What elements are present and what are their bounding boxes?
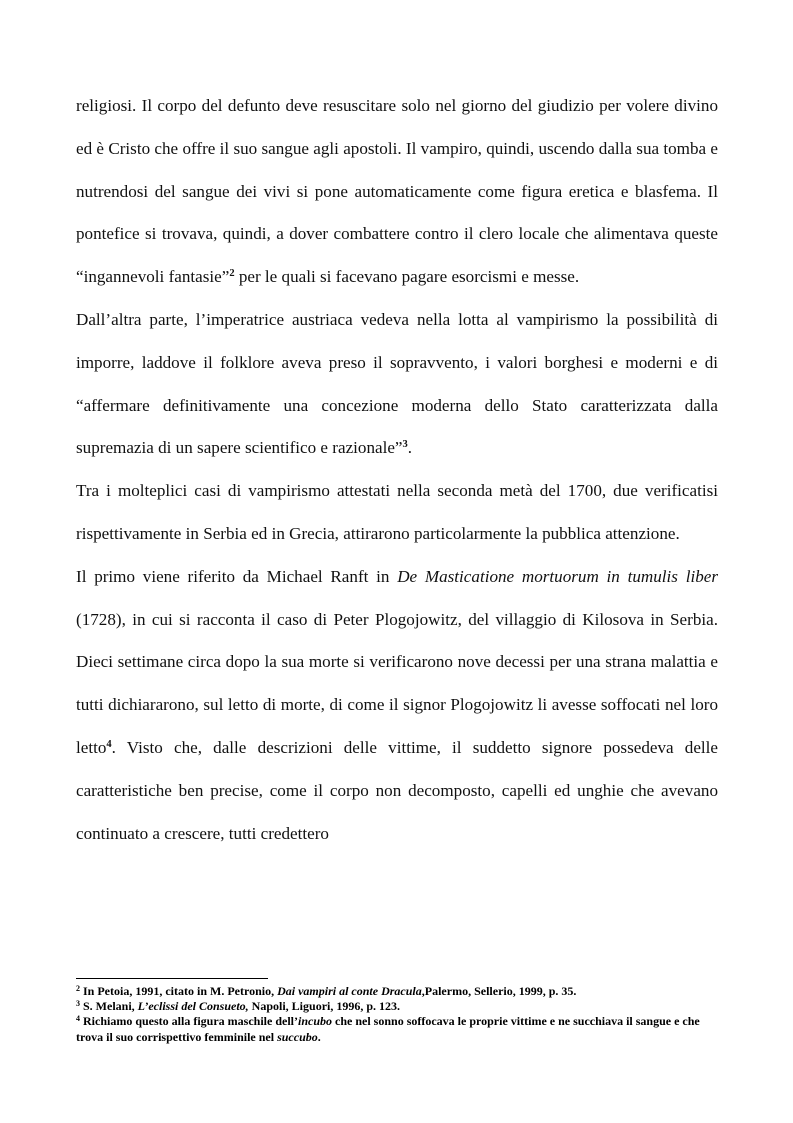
footnote-title: L’eclissi del Consueto,	[137, 999, 249, 1014]
footnote-text: S. Melani,	[80, 999, 138, 1014]
footnote-number: 2	[76, 984, 80, 993]
footnote-text: Richiamo questo alla figura maschile dell’	[80, 1014, 298, 1029]
footnote-reference[interactable]: 3	[402, 439, 408, 451]
footnote-text: ,Palermo, Sellerio, 1999, p. 35.	[421, 984, 577, 998]
footnote-reference[interactable]: 2	[229, 268, 235, 280]
footnote-term: incubo	[298, 1014, 333, 1029]
paragraph-text: . Visto che, dalle descrizioni delle vittime, il suddetto signore possedeva delle caratteristiche ben precise, come il corpo non decomposto, capelli ed unghie che avevano continuato a crescere, tutti credettero	[76, 737, 718, 843]
footnote-text: .	[317, 1029, 321, 1044]
paragraph-text: per le quali si facevano pagare esorcismi e messe.	[234, 267, 580, 287]
paragraph-text: Dall’altra parte, l’imperatrice austriaca vedeva nella lotta al vampirismo la possibilità di imporre, laddove il folklore aveva preso il sopravvento, i valori borghesi e moderni e di “affermare definitivamente una concezione moderna dello Stato caratterizzata dalla supremazia di un sapere scientifico e razionale”	[76, 309, 718, 458]
footnote-text: Napoli, Liguori, 1996, p. 123.	[248, 999, 401, 1014]
footnote-number: 4	[76, 1014, 80, 1024]
footnotes	[76, 984, 726, 1045]
paragraph	[76, 85, 718, 299]
footnote	[76, 999, 726, 1014]
paragraph-text: Tra i molteplici casi di vampirismo attestati nella seconda metà del 1700, due verificatisi rispettivamente in Serbia ed in Grecia, attirarono particolarmente la pubblica attenzione.	[76, 481, 718, 543]
footnote-number: 3	[76, 999, 80, 1009]
paragraph-text: religiosi. Il corpo del defunto deve resuscitare solo nel giorno del giudizio per volere divino ed è Cristo che offre il suo sangue agli apostoli. Il vampiro, quindi, uscendo dalla sua tomba e nutrendosi del sangue dei vivi si pone automaticamente come figura eretica e blasfema. Il pontefice si trovava, quindi, a dover combattere contro il clero locale che alimentava queste “ingannevoli fantasie”	[76, 96, 718, 287]
footnote-term: succubo	[277, 1029, 318, 1044]
paragraph-text: (1728), in cui si racconta il caso di Peter Plogojowitz, del villaggio di Kilosova in Serbia. Dieci settimane circa dopo la sua morte si verificarono nove decessi per una strana malattia e tutti dichiararono, sul letto di morte, di come il signor Plogojowitz li avesse soffocati nel loro letto	[76, 609, 718, 757]
footnote	[76, 1014, 726, 1044]
body-text	[76, 85, 718, 855]
paragraph	[76, 470, 718, 556]
paragraph	[76, 299, 718, 470]
paragraph-text: .	[407, 438, 413, 458]
footnote-text: che nel sonno soffocava le proprie vittime e ne succhiava il sangue e che trova il suo corrispettivo femminile nel	[76, 1014, 700, 1044]
paragraph	[76, 556, 718, 856]
footnote-separator	[76, 978, 268, 979]
footnote	[76, 984, 726, 999]
footnote-reference[interactable]: 4	[106, 738, 112, 750]
footnote-text: In Petoia, 1991, citato in M. Petronio,	[80, 984, 278, 998]
book-title: De Masticatione mortuorum in tumulis liber	[397, 566, 718, 586]
footnote-title: Dai vampiri al conte Dracula	[277, 984, 422, 998]
paragraph-text: Il primo viene riferito da Michael Ranft in	[76, 566, 398, 586]
